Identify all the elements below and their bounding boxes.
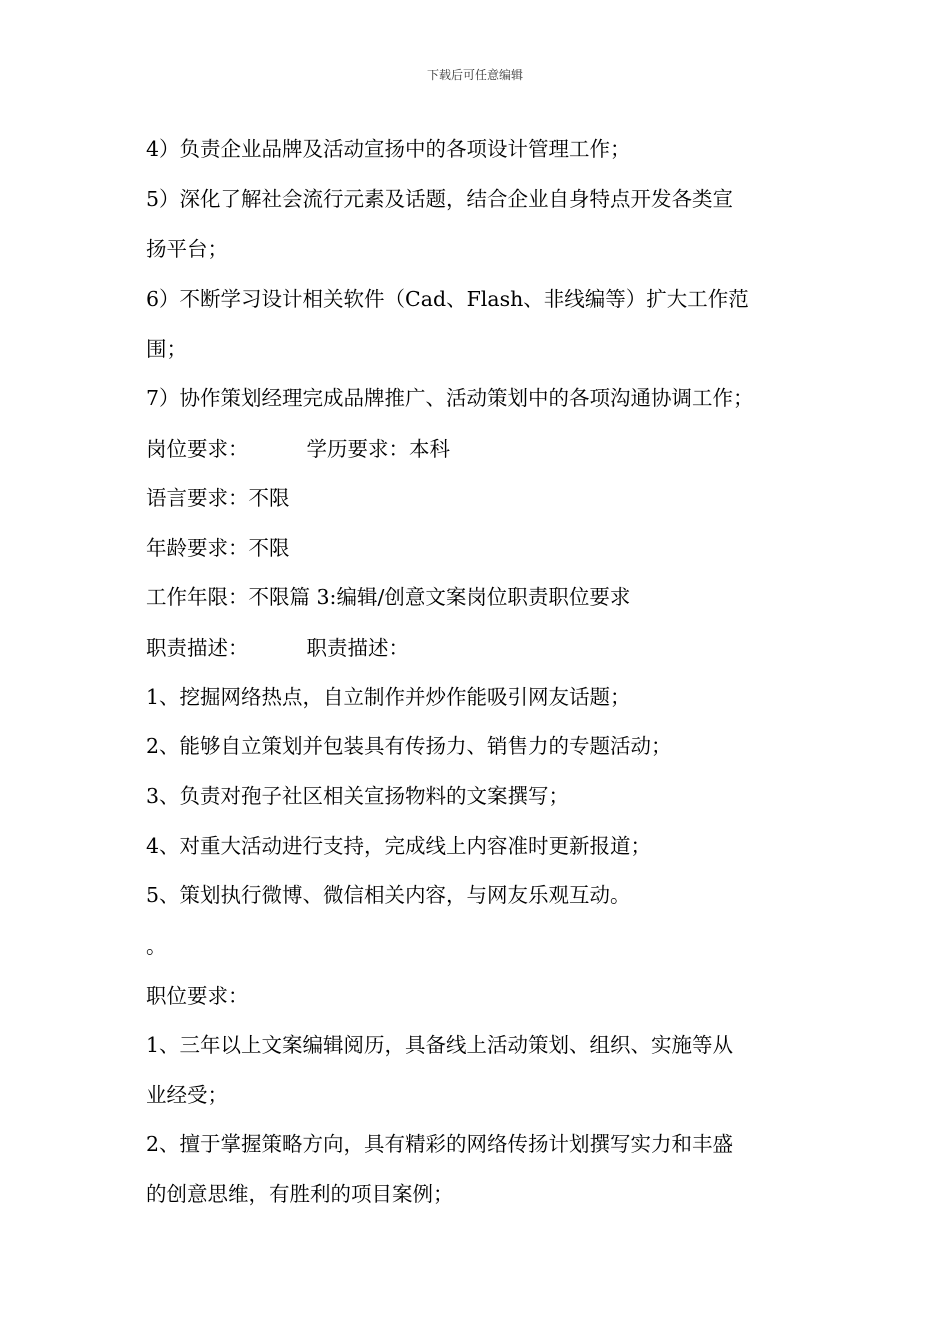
text-line-13: 2、能够自立策划并包装具有传扬力、销售力的专题活动； — [146, 734, 672, 758]
text-line-4: 6）不断学习设计相关软件（Cad、Flash、非线编等）扩大工作范 — [146, 287, 749, 311]
text-line-7-label: 岗位要求： — [146, 437, 249, 461]
text-line-8: 语言要求：不限 — [146, 486, 290, 510]
text-line-20: 业经受； — [146, 1083, 228, 1107]
text-line-14: 3、负责对孢子社区相关宣扬物料的文案撰写； — [146, 784, 570, 808]
text-line-3: 扬平台； — [146, 237, 228, 261]
text-line-18: 职位要求： — [146, 984, 249, 1008]
text-line-16: 5、策划执行微博、微信相关内容，与网友乐观互动。 — [146, 883, 631, 907]
text-line-11-value: 职责描述： — [306, 636, 409, 660]
text-line-19: 1、三年以上文案编辑阅历，具备线上活动策划、组织、实施等从 — [146, 1033, 734, 1057]
text-line-5: 围； — [146, 337, 187, 361]
text-line-15: 4、对重大活动进行支持，完成线上内容准时更新报道； — [146, 834, 652, 858]
text-line-12: 1、挖掘网络热点，自立制作并炒作能吸引网友话题； — [146, 685, 631, 709]
text-line-9: 年龄要求：不限 — [146, 536, 290, 560]
text-line-22: 的创意思维，有胜利的项目案例； — [146, 1182, 454, 1206]
text-line-6: 7）协作策划经理完成品牌推广、活动策划中的各项沟通协调工作； — [146, 386, 754, 410]
text-line-1: 4）负责企业品牌及活动宣扬中的各项设计管理工作； — [146, 137, 631, 161]
text-line-21: 2、擅于掌握策略方向，具有精彩的网络传扬计划撰写实力和丰盛 — [146, 1132, 734, 1156]
text-line-17: 。 — [146, 934, 167, 958]
text-line-7-value: 学历要求：本科 — [306, 437, 450, 461]
text-line-7 — [146, 439, 450, 460]
text-line-11-label: 职责描述： — [146, 636, 249, 660]
text-line-11 — [146, 638, 409, 659]
text-line-10: 工作年限：不限篇 3:编辑/创意文案岗位职责职位要求 — [146, 585, 631, 609]
text-line-2: 5）深化了解社会流行元素及话题，结合企业自身特点开发各类宣 — [146, 187, 734, 211]
page-header: 下载后可任意编辑 — [426, 68, 523, 82]
